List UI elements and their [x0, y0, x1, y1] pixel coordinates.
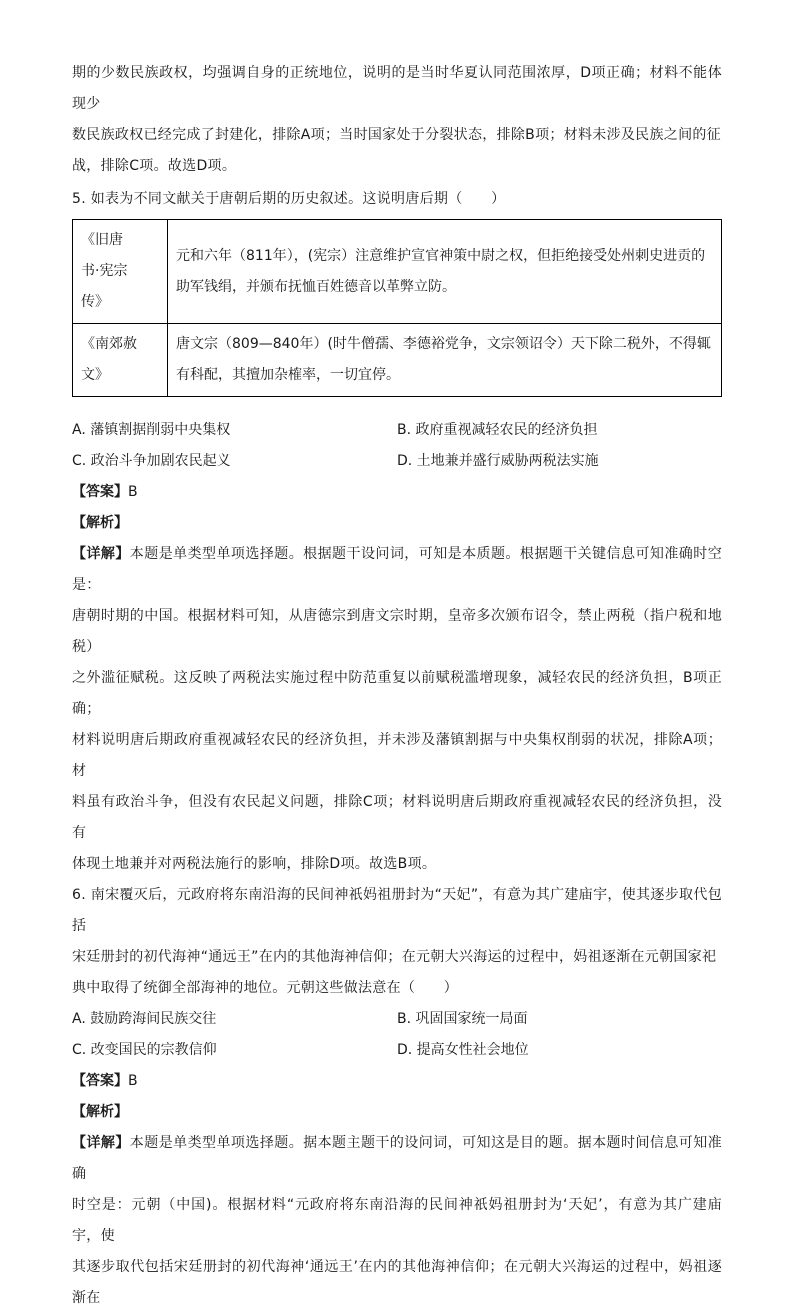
text-line: 战，排除C项。故选D项。	[72, 158, 237, 174]
answer-label: 【答案】	[72, 1073, 128, 1089]
text-line: 时空是：元朝（中国)。根据材料“元政府将东南沿海的民间神祇妈祖册封为‘天妃’，有意为其广建庙宇，使	[72, 1197, 722, 1244]
text-line: 其逐步取代包括宋廷册封的初代海神‘通远王’在内的其他海神信仰；在元朝大兴海运的过程中，妈祖逐渐在	[72, 1259, 722, 1306]
analysis-line	[72, 1097, 722, 1128]
table-row	[73, 324, 722, 397]
document-page	[72, 58, 722, 1314]
option-b: B. 政府重视减轻农民的经济负担	[397, 422, 598, 438]
document-title-line: 文》	[81, 367, 109, 383]
analysis-line	[72, 508, 722, 539]
document-text-cell: 元和六年（811年），(宪宗）注意维护宣官神策中尉之权，但拒绝接受处州刺史进贡的助军钱绢，并颁布抚恤百姓德音以革弊立防。	[168, 220, 722, 324]
question-stem-line: 宋廷册封的初代海神“通远王”在内的其他海神信仰；在元朝大兴海运的过程中，妈祖逐渐在元朝国家祀	[72, 949, 717, 965]
options-grid	[72, 1004, 722, 1066]
detail-label: 【详解】	[72, 546, 130, 562]
document-title-line: 《南郊赦	[81, 336, 137, 352]
question-stem-line: 6. 南宋覆灭后，元政府将东南沿海的民间神祇妈祖册封为“天妃”，有意为其广建庙宇，使其逐步取代包括	[72, 887, 722, 934]
analysis-label: 【解析】	[72, 1104, 128, 1120]
analysis-label: 【解析】	[72, 515, 128, 531]
detail-text: 本题是单类型单项选择题。据本题主题干的设问词，可知这是目的题。据本题时间信息可知准确	[72, 1135, 722, 1182]
document-title-line: 书·宪宗	[81, 263, 128, 279]
document-title-cell	[73, 220, 168, 324]
document-text-cell: 唐文宗（809—840年）(时牛僧孺、李德裕党争，文宗领诏令）天下除二税外，不得辄有科配，其擅加杂榷率，一切宜停。	[168, 324, 722, 397]
source-table	[72, 219, 722, 397]
document-title-cell	[73, 324, 168, 397]
detail-paragraph	[72, 539, 722, 880]
option-d: D. 提高女性社会地位	[397, 1042, 529, 1058]
answer-label: 【答案】	[72, 484, 128, 500]
intro-paragraph	[72, 58, 722, 182]
options-grid	[72, 415, 722, 477]
document-title-line: 传》	[81, 294, 109, 310]
text-line: 料虽有政治斗争，但没有农民起义问题，排除C项；材料说明唐后期政府重视减轻农民的经济负担，没有	[72, 794, 722, 841]
text-line: 数民族政权已经完成了封建化，排除A项；当时国家处于分裂状态，排除B项；材料未涉及民族之间的征	[72, 127, 721, 143]
option-d: D. 土地兼并盛行威胁两税法实施	[397, 453, 599, 469]
option-c: C. 改变国民的宗教信仰	[72, 1042, 217, 1058]
text-line	[72, 539, 722, 601]
question-5	[72, 184, 722, 880]
option-c: C. 政治斗争加剧农民起义	[72, 453, 231, 469]
answer-line	[72, 1066, 722, 1097]
detail-text: 本题是单类型单项选择题。根据题干设问词，可知是本质题。根据题干关键信息可知准确时空是：	[72, 546, 722, 593]
text-line: 体现土地兼并对两税法施行的影响，排除D项。故选B项。	[72, 856, 437, 872]
text-line: 材料说明唐后期政府重视减轻农民的经济负担，并未涉及藩镇割据与中央集权削弱的状况，排除A项；材	[72, 732, 722, 779]
answer-value: B	[128, 1073, 138, 1089]
detail-label: 【详解】	[72, 1135, 130, 1151]
option-b: B. 巩固国家统一局面	[397, 1011, 528, 1027]
text-line: 期的少数民族政权，均强调自身的正统地位，说明的是当时华夏认同范围浓厚，D项正确；材料不能体现少	[72, 65, 722, 112]
document-title-line: 《旧唐	[81, 232, 123, 248]
option-a: A. 藩镇割据削弱中央集权	[72, 422, 231, 438]
question-stem-line: 典中取得了统御全部海神的地位。元朝这些做法意在（ ）	[72, 980, 459, 996]
option-a: A. 鼓励跨海间民族交往	[72, 1011, 217, 1027]
question-stem: 5. 如表为不同文献关于唐朝后期的历史叙述。这说明唐后期（ ）	[72, 191, 506, 207]
answer-line	[72, 477, 722, 508]
detail-paragraph	[72, 1128, 722, 1314]
question-6	[72, 880, 722, 1314]
text-line	[72, 1128, 722, 1190]
answer-value: B	[128, 484, 138, 500]
text-line: 唐朝时期的中国。根据材料可知，从唐德宗到唐文宗时期，皇帝多次颁布诏令，禁止两税（指户税和地税）	[72, 608, 722, 655]
table-row	[73, 220, 722, 324]
text-line: 之外滥征赋税。这反映了两税法实施过程中防范重复以前赋税滥增现象，减轻农民的经济负担，B项正确；	[72, 670, 722, 717]
